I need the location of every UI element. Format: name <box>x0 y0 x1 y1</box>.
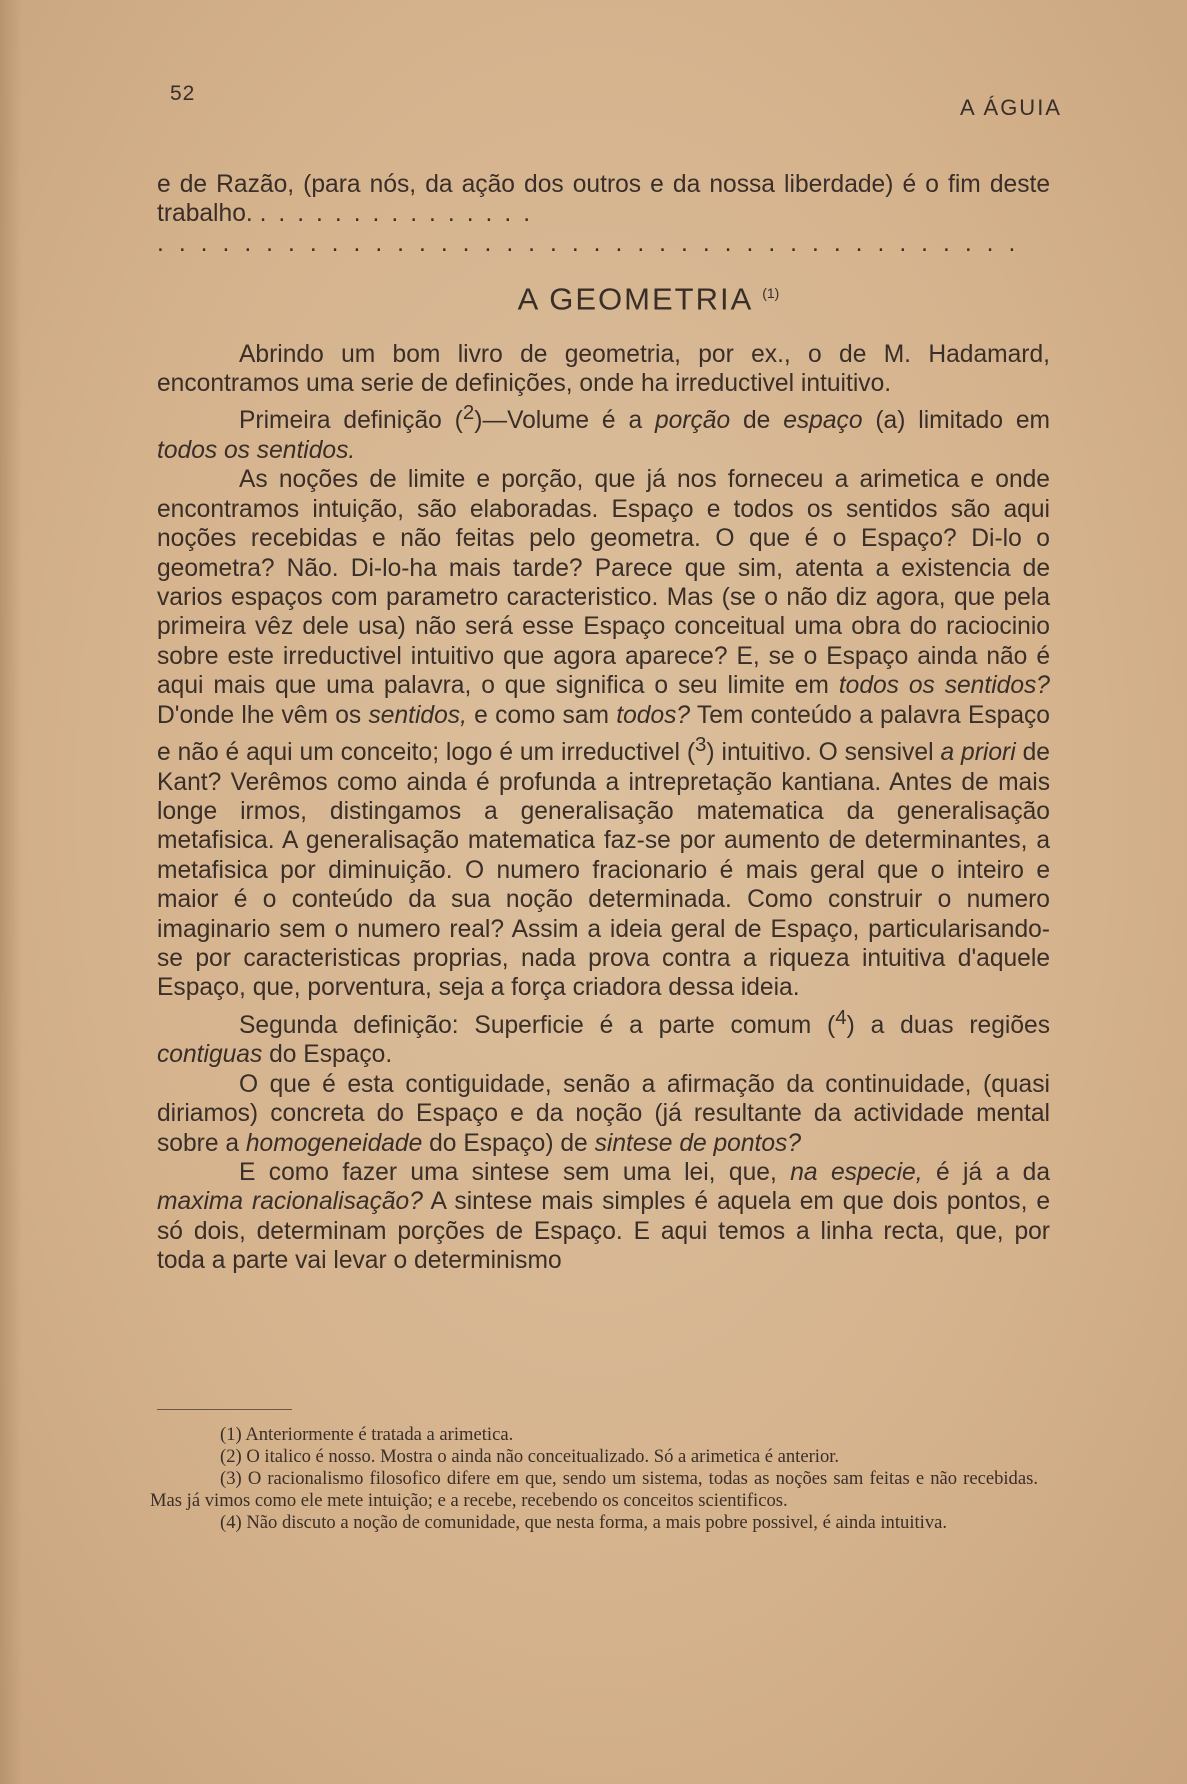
text-run: O que é esta contiguidade, senão a afirmação da continuidade, (quasi diriamos) concreta do Espaço e da noção (já resultante da actividade mental sobre a <box>157 1070 1050 1157</box>
italic-run: todos os sentidos. <box>157 436 356 464</box>
text-run: de Kant? Verêmos como ainda é profunda a intrepretação kantiana. Antes de mais longe irmos, distingamos a generalisação matematica da generalisação metafisica. A generalisação matematica faz-se por aumento de determinantes, a metafisica por diminuição. O numero fracionario é mais geral que o inteiro e maior é o conteúdo da sua noção determinada. Como construir o numero imaginario sem o numero real? Assim a ideia geral de Espaço, particularisando-se por caracteristicas proprias, nada prova contra a riqueza intuitiva d'aquele Espaço, que, porventura, seja a força criadora dessa ideia. <box>157 739 1050 1002</box>
footnote-mark: (1) <box>220 1424 242 1445</box>
text-run: Tem conteúdo a palavra Espaço e não é aqui um conceito; logo é um irreductivel ( <box>157 701 1050 767</box>
footnote-mark: (4) <box>220 1512 242 1533</box>
footnote-mark: (3) <box>220 1468 242 1489</box>
italic-run: sintese de pontos? <box>594 1129 802 1157</box>
running-head: A ÁGUIA <box>959 95 1062 120</box>
text-run: E como fazer uma sintese sem uma lei, que, <box>239 1159 791 1187</box>
paragraph-1: Abrindo um bom livro de geometria, por ex., o de M. Hadamard, encontramos uma serie de definições, onde ha irreductivel intuitivo. <box>157 340 1050 397</box>
footnote-text: Não discuto a noção de comunidade, que nesta forma, a mais pobre possivel, é ainda intuitiva. <box>246 1512 948 1533</box>
section-title <box>247 279 1050 317</box>
footnote-ref: 4 <box>835 1005 847 1029</box>
paragraph-6 <box>157 1158 1050 1276</box>
footnotes <box>150 1424 1038 1534</box>
text-run: D'onde lhe vêm os <box>157 701 369 729</box>
footnote-4 <box>150 1512 1038 1534</box>
opening-text: e de Razão, (para nós, da ação dos outros e da nossa liberdade) é o fim deste trabalho. <box>157 171 1050 228</box>
text-run: e como sam <box>466 701 617 729</box>
text-run: Primeira definição ( <box>239 407 463 435</box>
footnote-3 <box>150 1468 1038 1512</box>
body-text <box>157 170 1050 1276</box>
footnote-rule <box>157 1409 292 1410</box>
italic-run: espaço <box>783 407 863 435</box>
text-run: As noções de limite e porção, que já nos forneceu a arimetica e onde encontramos intuição, são elaboradas. Espaço e todos os sentidos são aqui noções recebidas e não feitas pelo geometra. O que é o Espaço? Di-lo o geometra? Não. Di-lo-ha mais tarde? Parece que sim, atenta a existencia de varios espaços com parametro caracteristico. Mas (se o não diz agora, que pela primeira vêz dele usa) não será esse Espaço conceitual uma obra do raciocinio sobre este irreductivel intuitivo que agora aparece? E, se o Espaço ainda não é aqui mais que uma palavra, o que significa o seu limite em <box>157 466 1050 700</box>
italic-run: todos os sentidos? <box>838 672 1050 700</box>
section-title-text: A GEOMETRIA <box>517 281 752 317</box>
text-run: Segunda definição: Superficie é a parte comum ( <box>239 1012 836 1040</box>
footnote-1 <box>150 1424 1038 1446</box>
paragraph-3 <box>157 465 1050 1003</box>
text-run: )—Volume é a <box>474 407 655 435</box>
italic-run: na especie, <box>790 1159 923 1187</box>
separator-dots: ........................................ <box>157 229 1031 257</box>
page-edge-shadow <box>0 0 22 1784</box>
text-run: de <box>730 407 784 435</box>
footnote-mark: (2) <box>220 1446 242 1467</box>
italic-run: homogeneidade <box>245 1129 423 1157</box>
italic-run: maxima racionalisação? <box>157 1188 423 1216</box>
text-run: é já a da <box>922 1159 1050 1187</box>
paragraph-4 <box>157 1003 1050 1070</box>
italic-run: porção <box>654 407 731 435</box>
footnote-2 <box>150 1446 1038 1468</box>
section-title-note: (1) <box>762 284 780 301</box>
footnote-text: O racionalismo filosofico difere em que, sendo um sistema, todas as noções sam feitas e não recebidas. Mas já vimos como ele mete intuição; e a recebe, recebendo os conceitos scientificos. <box>150 1468 1038 1511</box>
italic-run: sentidos, <box>368 701 467 729</box>
footnote-ref: 2 <box>462 401 475 425</box>
paragraph-5 <box>157 1070 1050 1158</box>
text-run: ) a duas regiões <box>846 1012 1050 1040</box>
italic-run: a priori <box>940 739 1016 767</box>
text-run: ) intuitivo. O sensivel <box>706 739 941 767</box>
footnote-text: O italico é nosso. Mostra o ainda não conceitualizado. Só a arimetica é anterior. <box>246 1446 840 1467</box>
text-run: (a) limitado em <box>862 407 1050 435</box>
opening-paragraph <box>157 170 1050 229</box>
italic-run: contiguas <box>157 1041 263 1069</box>
paragraph-2 <box>157 398 1050 465</box>
leader-dots: ............... <box>259 200 543 228</box>
text-run: do Espaço) de <box>422 1129 595 1157</box>
italic-run: todos? <box>616 701 691 729</box>
text-run: A sintese mais simples é aquela em que dois pontos, e só dois, determinam porções de Espaço. E aqui temos a linha recta, que, por toda a parte vai levar o determinismo <box>157 1188 1051 1275</box>
footnote-text: Anteriormente é tratada a arimetica. <box>245 1424 514 1445</box>
footnote-ref: 3 <box>695 733 707 757</box>
text-run: do Espaço. <box>262 1041 393 1069</box>
page-number: 52 <box>170 82 196 105</box>
